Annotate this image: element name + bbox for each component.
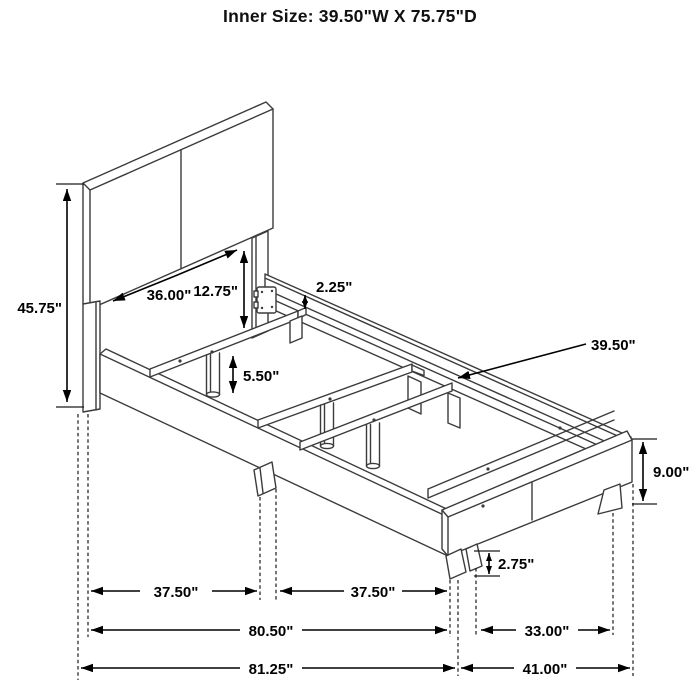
bracket-hole (261, 291, 263, 293)
dim-label-headboard-height: 45.75" (17, 300, 62, 317)
dim-rail-half-foot (280, 584, 447, 601)
dim-foot-inner-span (481, 623, 610, 640)
dim-label-rail-half-foot: 37.50" (350, 584, 396, 601)
dim-slat-leg-height (233, 356, 279, 393)
bracket-hook-top (254, 291, 258, 297)
slat-2-hanger-bracket (408, 376, 421, 414)
dim-label-rail-to-slat-drop: 2.25" (316, 279, 353, 296)
dim-inner-rail-length (91, 623, 447, 640)
bracket-hole (261, 307, 263, 309)
dim-headboard-clearance (193, 251, 244, 328)
dim-footboard-height (643, 442, 689, 501)
diagram-title: Inner Size: 39.50"W X 75.75"D (223, 6, 477, 26)
slat-3-leg-foot (367, 463, 380, 468)
slat-3-support-leg (367, 423, 380, 469)
dim-rail-half-head (91, 584, 257, 601)
slat-3-hanger-bracket (448, 393, 460, 428)
mounting-bracket (254, 287, 276, 313)
bracket-hole (271, 290, 273, 292)
screw-dot (372, 418, 375, 421)
dim-label-footboard-height: 9.00" (653, 464, 690, 481)
dim-overall-length (81, 661, 455, 678)
dim-label-rail-half-head: 37.50" (153, 584, 199, 601)
slat-2-leg-foot (321, 443, 334, 448)
dim-label-headboard-clearance: 12.75" (193, 283, 238, 300)
bracket-hole (271, 306, 273, 308)
foot-leg-front-inner (466, 544, 482, 571)
screw-dot (481, 504, 484, 507)
headboard-leg-left (83, 301, 100, 412)
slat-1 (150, 308, 306, 378)
slat-3-leg-lines (367, 423, 380, 466)
dim-label-foot-overall-width: 41.00" (522, 661, 568, 678)
ticks-headboard-height (56, 184, 84, 407)
screw-dot (210, 350, 213, 353)
dim-label-foot-leg-height: 2.75" (498, 556, 535, 573)
screw-dot (486, 467, 489, 470)
dim-label-foot-inner-span: 33.00" (524, 623, 570, 640)
headboard-side-edge (83, 184, 90, 309)
screw-dot (558, 426, 561, 429)
dim-foot-leg-height (489, 553, 534, 574)
screw-dot (328, 397, 331, 400)
dim-label-headboard-panel-width: 36.00" (146, 287, 192, 304)
slat-2 (258, 364, 424, 428)
dim-label-slat-length: 39.50" (591, 337, 636, 354)
slat-1-support-leg (207, 353, 220, 397)
dim-label-slat-leg-height: 5.50" (243, 368, 280, 385)
slat-2-bar (258, 364, 412, 428)
slat-3-bar (300, 383, 452, 450)
slat-1-leg-lines (207, 353, 220, 395)
dim-label-overall-length: 81.25" (248, 661, 294, 678)
dim-headboard-height (17, 189, 67, 402)
slat-1-leg-foot (207, 392, 220, 397)
slat-1-hanger-bracket (290, 316, 302, 343)
dim-foot-overall-width (461, 661, 630, 678)
screw-dot (178, 359, 181, 362)
dim-label-inner-rail-length: 80.50" (248, 623, 294, 640)
bracket-hook-bottom (254, 302, 258, 308)
